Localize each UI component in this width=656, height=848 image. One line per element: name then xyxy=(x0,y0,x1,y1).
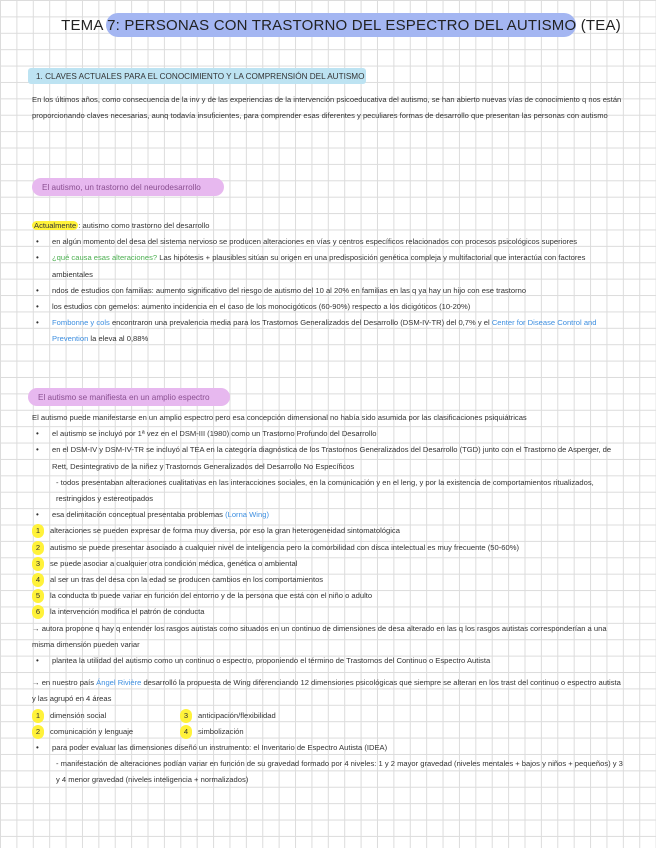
section3-list-2 xyxy=(32,653,624,669)
arrow-note xyxy=(32,675,624,707)
list-item: • en algún momento del desa del sistema nervioso se producen alteraciones en vías y centros específicos relacionados con procesos psicológicos superiores xyxy=(32,234,624,250)
list-item: • los estudios con gemelos: aumento incidencia en el caso de los monocigóticos (60-90%) respecto a los dicigóticos (10-20%) xyxy=(32,299,624,315)
list-item-text: la eleva al 0,88% xyxy=(88,334,149,344)
number-badge: 4 xyxy=(32,573,44,587)
arrow-text: → en nuestro país xyxy=(32,678,97,688)
sub-item: - manifestación de alteraciones podían variar en función de su gravedad formado por 4 niveles: 1 y 2 mayor gravedad (niveles mentales + bajos y niños + pequeños) y 3 y 4 menor gravedad (niveles inteligencia + normalizados) xyxy=(56,759,623,785)
section2-lead xyxy=(32,218,624,234)
number-badge: 3 xyxy=(32,557,44,571)
author-name: Ángel Rivière xyxy=(96,678,142,688)
numbered-text: autismo se puede presentar asociado a cualquier nivel de inteligencia pero la comorbilidad con disca intelectual es muy frecuente (50-60%) xyxy=(50,542,519,552)
list-item: • plantea la utilidad del autismo como un continuo o espectro, proponiendo el término de Trastornos del Continuo o Espectro Autista xyxy=(32,653,624,669)
section2-heading: El autismo, un trastorno del neurodesarrollo xyxy=(32,178,224,196)
area-item xyxy=(180,724,276,740)
section3-intro: El autismo puede manifestarse en un amplio espectro pero esa concepción dimensional no había sido asumida por las clasificaciones psiquiátricas xyxy=(32,413,527,422)
arrow-note: → autora propone q hay q entender los rasgos autistas como situados en un continuo de dimensiones de desa alterado en las q los rasgos autistas corresponderían a una misma dimensión pueden variar xyxy=(32,623,607,649)
green-question: ¿qué causa esas alteraciones? xyxy=(52,253,158,263)
numbered-text: se puede asociar a cualquier otra condición médica, genética o ambiental xyxy=(50,558,298,568)
area-text: simbolización xyxy=(198,726,244,736)
number-badge: 2 xyxy=(32,541,44,555)
number-badge: 1 xyxy=(32,524,44,538)
list-item-text: Las hipótesis + plausibles sitúan su origen en una predisposición genética compleja y multifactorial que interactúa con factores ambientales xyxy=(52,253,586,279)
list-item xyxy=(32,507,624,523)
numbered-item xyxy=(32,588,624,604)
numbered-item xyxy=(32,556,624,572)
list-item xyxy=(32,250,624,282)
area-item xyxy=(32,708,180,724)
numbered-text: alteraciones se pueden expresar de forma muy diversa, por eso la gran heterogeneidad sintomatológica xyxy=(50,526,400,536)
number-badge: 4 xyxy=(180,725,192,739)
lead-highlight: Actualmente xyxy=(34,221,77,230)
section3-body xyxy=(32,410,624,789)
section2-list xyxy=(32,234,624,347)
numbered-item xyxy=(32,523,624,539)
numbered-text: al ser un tras del desa con la edad se producen cambios en los comportamientos xyxy=(50,575,324,585)
section3-heading: El autismo se manifiesta en un amplio espectro xyxy=(28,388,230,406)
list-item: • en el DSM-IV y DSM-IV-TR se incluyó al TEA en la categoría diagnóstica de los Trastornos Generalizados del Desarrollo (TGD) junto con el Trastorno de Asperger, de Rett, Desintegrativo de la niñez y Trastornos Generalizados del Desarrollo No Específicos xyxy=(32,442,624,474)
number-badge: 3 xyxy=(180,709,192,723)
numbered-text: la intervención modifica el patrón de conducta xyxy=(50,607,205,617)
numbered-item xyxy=(32,604,624,620)
list-item-text: encontraron una prevalencia media para los Trastornos Generalizados del Desarrollo (DSM-IV-TR) del 0,7% y el xyxy=(109,318,492,328)
page-title: TEMA 7: PERSONAS CON TRASTORNO DEL ESPECTRO DEL AUTISMO (TEA) xyxy=(106,13,576,37)
area-text: comunicación y lenguaje xyxy=(50,726,134,736)
areas-grid xyxy=(32,708,624,740)
section1-heading: 1. CLAVES ACTUALES PARA EL CONOCIMIENTO Y LA COMPRENSIÓN DEL AUTISMO xyxy=(28,68,366,84)
section2-body xyxy=(32,218,624,348)
numbered-item xyxy=(32,540,624,556)
arrow-text: desarrolló la propuesta de Wing diferenciando 12 dimensiones psicológicas que siempre se alteran en los trast del continuo o espectro autista y las agrupó en 4 áreas xyxy=(32,678,621,704)
author-name: Fombonne y cols xyxy=(52,318,110,328)
number-badge: 5 xyxy=(32,589,44,603)
area-item xyxy=(180,708,276,724)
list-item-text: esa delimitación conceptual presentaba problemas xyxy=(52,510,226,520)
section3-list-3 xyxy=(32,740,624,789)
number-badge: 6 xyxy=(32,605,44,619)
numbered-text: la conducta tb puede variar en función del entorno y de la persona que está con el niño o adulto xyxy=(50,591,373,601)
list-item: • ndos de estudios con familias: aumento significativo del riesgo de autismo del 10 al 20% en familias en las q ya hay un hijo con ese trastorno xyxy=(32,283,624,299)
areas-col xyxy=(180,708,276,740)
section1-intro: En los últimos años, como consecuencia de la inv y de las experiencias de la intervención psicoeducativa del autismo, se han abierto nuevas vías de conocimiento q nos están proporcionando claves necesarias, aunq todavía insuficientes, para comprender esas diferentes y peculiares formas de desarrollo que presentan las personas con autismo xyxy=(32,95,622,121)
number-badge: 1 xyxy=(32,709,44,723)
number-badge: 2 xyxy=(32,725,44,739)
areas-col xyxy=(32,708,180,740)
organization-name: Center for Disease Control and Prevention xyxy=(52,318,597,344)
list-item: • el autismo se incluyó por 1ª vez en el DSM-III (1980) como un Trastorno Profundo del Desarrollo xyxy=(32,426,624,442)
section3-list xyxy=(32,426,624,523)
lead-rest: : autismo como trastorno del desarrollo xyxy=(78,221,210,230)
list-item: • para poder evaluar las dimensiones diseñó un instrumento: el Inventario de Espectro Autista (IDEA) xyxy=(32,740,624,756)
area-text: dimensión social xyxy=(50,710,107,720)
area-text: anticipación/flexibilidad xyxy=(198,710,276,720)
numbered-item xyxy=(32,572,624,588)
sub-item: - todos presentaban alteraciones cualitativas en las interacciones sociales, en la comunicación y en el leng, y por la existencia de comportamientos ritualizados, restringidos y estereotipados xyxy=(56,477,594,504)
list-item xyxy=(32,315,624,347)
area-item xyxy=(32,724,180,740)
author-name: (Lorna Wing) xyxy=(225,510,269,520)
